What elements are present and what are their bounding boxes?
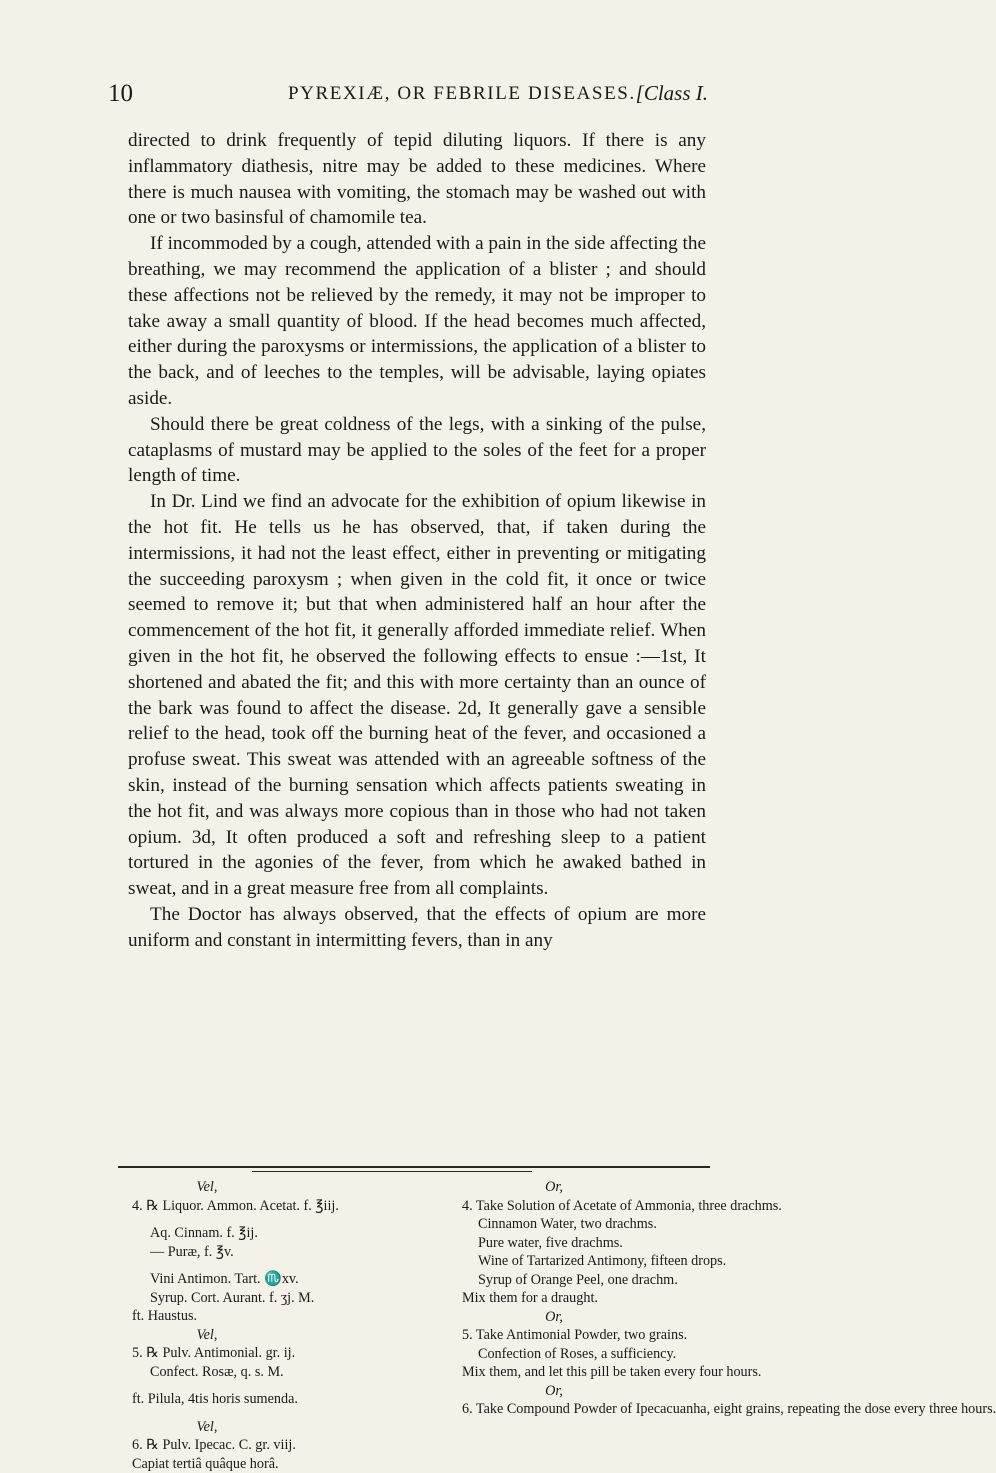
prescription-line: — Puræ, f. ℥v. xyxy=(132,1243,412,1262)
paragraph: If incommoded by a cough, attended with a pain in the side affecting the breathing, we may recommend the application of a blister ; and should these affections not be relieved by the remedy, it may not be improper to take away a small quantity of blood. If the head becomes much affected, either during the paroxysms or intermissions, the application of a blister to the back, and of leeches to the temples, will be advisable, laying opiates aside. xyxy=(128,231,706,412)
paragraph: In Dr. Lind we find an advocate for the exhibition of opium likewise in the hot fit. He tells us he has observed, that, if taken during the intermissions, it had not the least effect, either in preventing or mitigating the succeeding paroxysm ; when given in the cold fit, it once or twice seemed to remove it; but that when administered half an hour after the commencement of the hot fit, it generally afforded immediate relief. When given in the hot fit, he observed the following effects to ensue :—1st, It shortened and abated the fit; and this with more certainty than an ounce of the bark was found to affect the disease. 2d, It generally gave a sensible relief to the head, took off the burning heat of the fever, and occasioned a profuse sweat. This sweat was attended with an agreeable softness of the skin, instead of the burning sensation which affects patients sweating in the hot fit, and was always more copious than in those who had not taken opium. 3d, It often produced a soft and refreshing sleep to a patient tortured in the agonies of the fever, from which he awaked bathed in sweat, and in a great measure free from all complaints. xyxy=(128,489,706,902)
page-number: 10 xyxy=(108,80,133,108)
prescription-line: 5. ℞ Pulv. Antimonial. gr. ij. xyxy=(132,1344,412,1363)
prescription-line: Syrup. Cort. Aurant. f. ʒj. M. xyxy=(132,1289,412,1308)
separator-or: Or, xyxy=(444,1382,664,1401)
prescription-line: Confection of Roses, a sufficiency. xyxy=(444,1345,724,1364)
paragraph: Should there be great coldness of the legs, with a sinking of the pulse, cataplasms of mustard may be applied to the soles of the feet for a proper length of time. xyxy=(128,412,706,489)
prescription-line: Mix them for a draught. xyxy=(444,1289,724,1308)
prescription-line: Syrup of Orange Peel, one drachm. xyxy=(444,1271,724,1290)
prescription-line: ft. Pilula, 4tis horis sumenda. xyxy=(132,1390,412,1409)
prescription-line: Aq. Cinnam. f. ℥ij. xyxy=(132,1224,412,1243)
separator-vel: Vel, xyxy=(132,1326,282,1345)
prescription-line: Pure water, five drachms. xyxy=(444,1234,724,1253)
prescription-line: Mix them, and let this pill be taken every four hours. xyxy=(444,1363,724,1382)
prescription-line: 4. ℞ Liquor. Ammon. Acetat. f. ℥iij. xyxy=(132,1197,412,1216)
running-title: PYREXIÆ, OR FEBRILE DISEASES. xyxy=(288,83,636,105)
prescription-line: ft. Haustus. xyxy=(132,1307,412,1326)
page-header xyxy=(108,80,708,110)
prescription-line: Cinnamon Water, two drachms. xyxy=(444,1215,724,1234)
prescription-line: Wine of Tartarized Antimony, fifteen drops. xyxy=(444,1252,724,1271)
separator-or: Or, xyxy=(444,1178,664,1197)
class-label: [Class I. xyxy=(636,81,708,106)
separator-vel: Vel, xyxy=(132,1178,282,1197)
separator-or: Or, xyxy=(444,1308,664,1327)
prescription-line: Vini Antimon. Tart. ♏xv. xyxy=(132,1270,412,1289)
paragraph: The Doctor has always observed, that the effects of opium are more uniform and constant in intermitting fevers, than in any xyxy=(128,902,706,954)
english-prescriptions xyxy=(444,1178,724,1419)
prescription-line: 4. Take Solution of Acetate of Ammonia, three drachms. xyxy=(444,1197,724,1216)
footnote-divider xyxy=(118,1166,710,1168)
prescription-line: 6. Take Compound Powder of Ipecacuanha, eight grains, repeating the dose every three hours. xyxy=(444,1400,724,1419)
prescription-line: Confect. Rosæ, q. s. M. xyxy=(132,1363,412,1382)
latin-prescriptions xyxy=(132,1178,412,1473)
paragraph: directed to drink frequently of tepid diluting liquors. If there is any inflammatory diathesis, nitre may be added to these medicines. Where there is much nausea with vomiting, the stomach may be washed out with one or two basinsful of chamomile tea. xyxy=(128,128,706,231)
prescription-line: Capiat tertiâ quâque horâ. xyxy=(132,1455,412,1473)
footnote-divider-thin xyxy=(252,1171,532,1172)
prescription-line: 5. Take Antimonial Powder, two grains. xyxy=(444,1326,724,1345)
prescription-line: 6. ℞ Pulv. Ipecac. C. gr. viij. xyxy=(132,1436,412,1455)
main-text xyxy=(128,128,706,954)
separator-vel: Vel, xyxy=(132,1418,282,1437)
